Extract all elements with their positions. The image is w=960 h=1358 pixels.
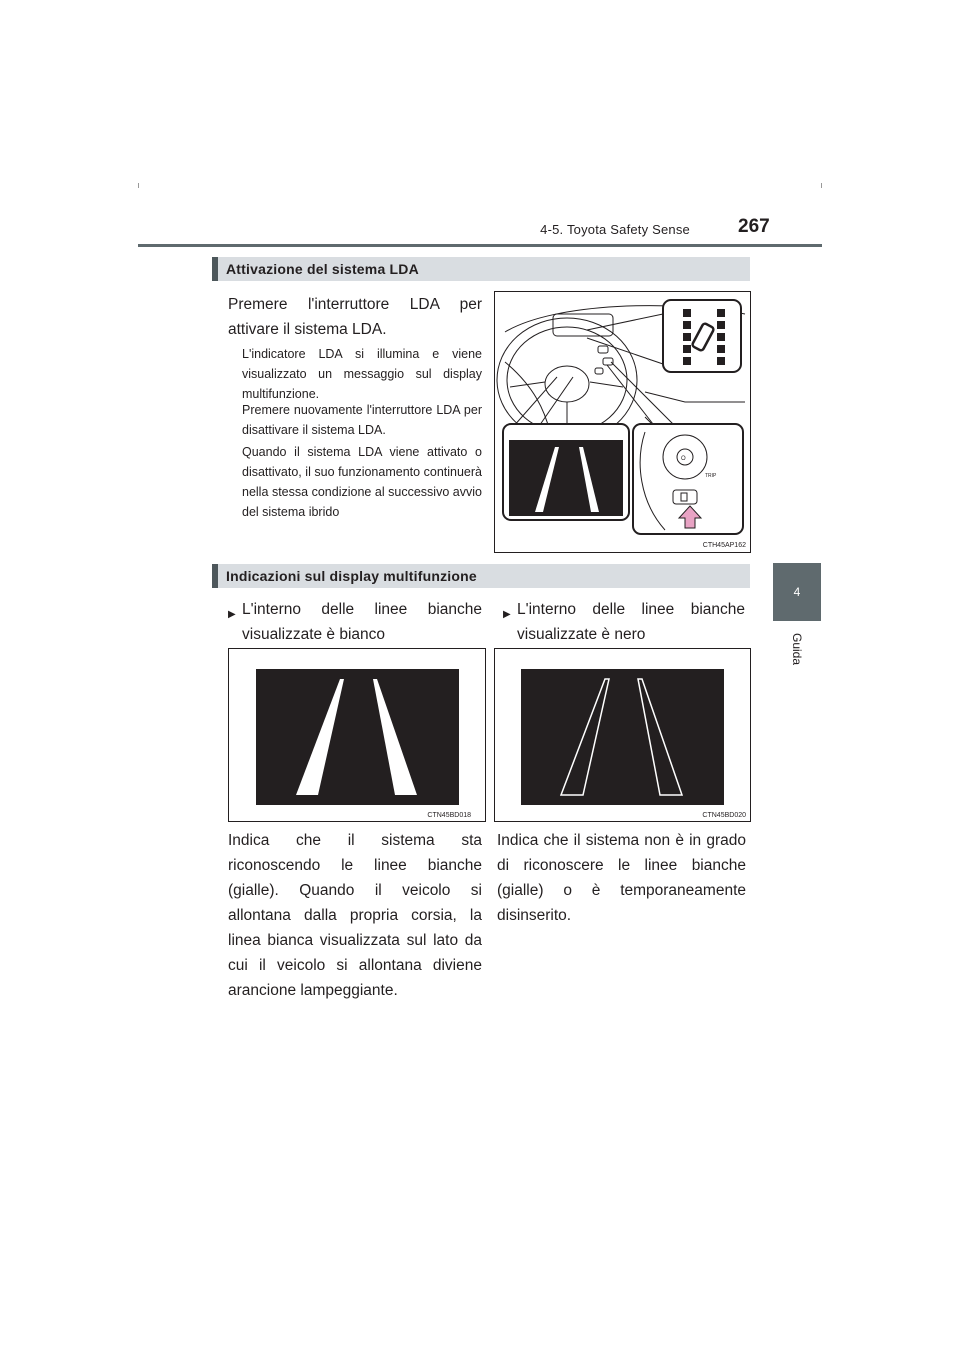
bullet-item: ▶ L'interno delle linee bianche visualizzate è bianco — [242, 597, 482, 647]
display-screen — [256, 669, 459, 805]
page-number: 267 — [738, 216, 770, 237]
section-title: Attivazione del sistema LDA — [226, 261, 419, 277]
lane-lines-outlined — [521, 669, 724, 805]
display-screen — [521, 669, 724, 805]
chapter-name-label — [770, 630, 824, 670]
crop-mark-right — [821, 183, 822, 188]
description-text: Indica che il sistema sta riconoscendo le linee bianche (gialle). Quando il veicolo si allontana dalla propria corsia, la linea bianca visualizzata sul lato da cui il veicolo si allontana diviene arancione lampeggiante. — [228, 832, 482, 999]
display-illustration-outlined-lines — [494, 648, 751, 822]
description-text: Indica che il sistema non è in grado di riconoscere le linee bianche (gialle) o è temporaneamente disinserito. — [497, 832, 746, 924]
chapter-tab: 4 — [773, 563, 821, 621]
section-heading-accent — [212, 257, 218, 281]
header-rule — [138, 244, 822, 247]
chapter-name: Guida — [790, 632, 804, 666]
figure-code: CTH45AP162 — [702, 542, 746, 549]
svg-text:O: O — [681, 456, 686, 462]
section-heading-bar — [212, 257, 750, 281]
running-header-section: 4-5. Toyota Safety Sense — [540, 222, 690, 237]
note-text: Premere nuovamente l'interruttore LDA per disattivare il sistema LDA. — [242, 403, 482, 437]
note-text: Quando il sistema LDA viene attivato o disattivato, il suo funzionamento continuerà nella stessa condizione al successivo avvio del sistema ibrido — [242, 445, 482, 519]
section-heading-accent — [212, 564, 218, 588]
note-text: L'indicatore LDA si illumina e viene visualizzato un messaggio sul display multifunzione. — [242, 347, 482, 401]
display-illustration-white-lines — [228, 648, 486, 822]
section-title: Indicazioni sul display multifunzione — [226, 568, 477, 584]
figure-code: CTN45BD018 — [427, 812, 471, 819]
trip-button-label: TRIP — [705, 473, 717, 479]
steering-wheel-illustration — [495, 292, 750, 552]
bullet-item: ▶ L'interno delle linee bianche visualizzate è nero — [517, 597, 745, 647]
dashboard-illustration — [494, 291, 751, 553]
figure-code: CTN45BD020 — [702, 812, 746, 819]
crop-mark-left — [138, 183, 139, 188]
section-heading-bar — [212, 564, 750, 588]
lane-lines-solid — [256, 669, 459, 805]
instruction-text: Premere l'interruttore LDA per attivare il sistema LDA. — [228, 296, 482, 338]
